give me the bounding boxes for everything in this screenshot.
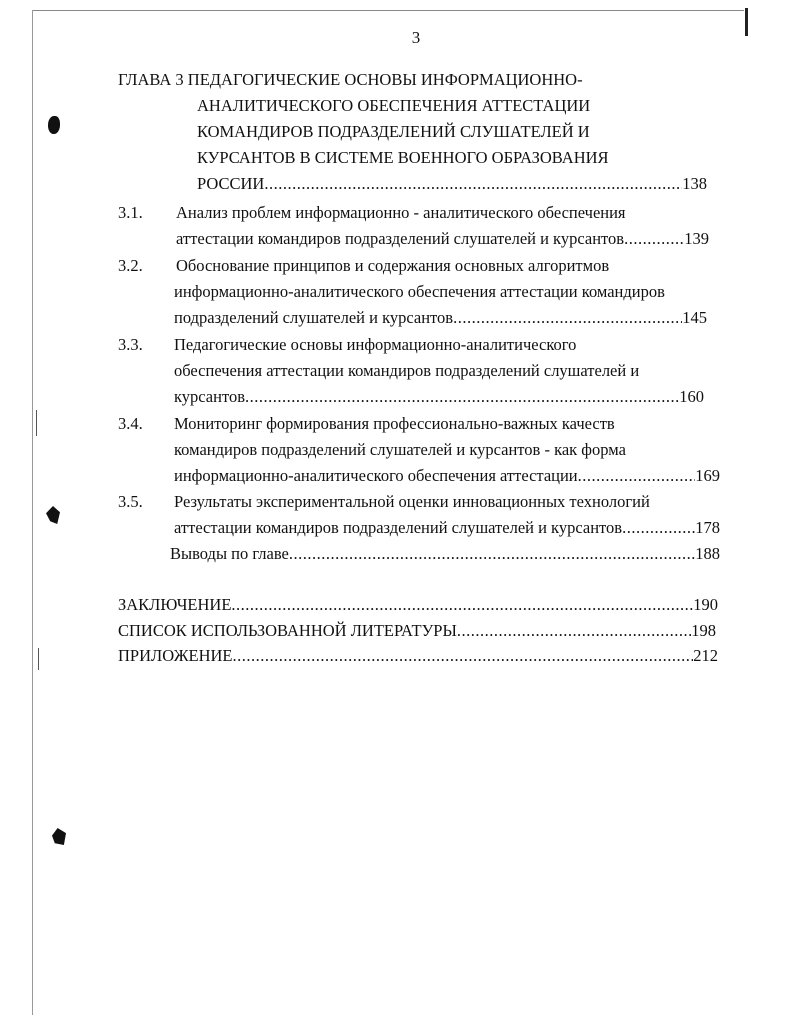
toc-entry-conclusions[interactable] bbox=[170, 544, 720, 564]
back-matter-label: ЗАКЛЮЧЕНИЕ bbox=[118, 595, 232, 614]
dot-leader bbox=[231, 595, 693, 615]
section-title-last-line: аттестации командиров подразделений слушателей и курсантов bbox=[174, 518, 623, 537]
scan-edge-left bbox=[32, 10, 33, 1015]
dot-leader bbox=[457, 621, 691, 641]
section-title-line: обеспечения аттестации командиров подразделений слушателей и bbox=[174, 361, 640, 380]
toc-entry-3-4[interactable] bbox=[174, 466, 720, 486]
page-ref: 198 bbox=[691, 621, 716, 640]
section-title-line: Обоснование принципов и содержания основных алгоритмов bbox=[176, 256, 610, 275]
conclusions-label: Выводы по главе bbox=[170, 544, 289, 563]
scan-edge-top bbox=[32, 10, 744, 11]
toc-entry-3-5[interactable] bbox=[174, 518, 720, 538]
section-number: 3.4. bbox=[118, 414, 143, 433]
page-ref: 169 bbox=[695, 466, 720, 485]
binder-hole-mark bbox=[46, 506, 60, 524]
section-title-line: Анализ проблем информационно - аналитического обеспечения bbox=[176, 203, 626, 222]
dot-leader bbox=[453, 308, 682, 328]
section-number: 3.1. bbox=[118, 203, 143, 222]
chapter-title-last-line: РОССИИ bbox=[197, 174, 265, 193]
toc-entry-bibliography[interactable] bbox=[118, 621, 716, 641]
toc-entry-3-3[interactable] bbox=[174, 387, 704, 407]
back-matter-label: СПИСОК ИСПОЛЬЗОВАННОЙ ЛИТЕРАТУРЫ bbox=[118, 621, 457, 640]
dot-leader bbox=[245, 387, 679, 407]
section-title-last-line: аттестации командиров подразделений слушателей и курсантов bbox=[176, 229, 625, 248]
dot-leader bbox=[232, 646, 693, 666]
section-title-last-line: подразделений слушателей и курсантов bbox=[174, 308, 454, 327]
section-title-line: информационно-аналитического обеспечения аттестации командиров bbox=[174, 282, 665, 301]
section-number: 3.5. bbox=[118, 492, 143, 511]
page-ref: 188 bbox=[695, 544, 720, 563]
binder-hole-mark bbox=[48, 116, 60, 134]
section-number: 3.3. bbox=[118, 335, 143, 354]
back-matter-label: ПРИЛОЖЕНИЕ bbox=[118, 646, 233, 665]
margin-tick bbox=[38, 648, 39, 670]
chapter-title-line: КОМАНДИРОВ ПОДРАЗДЕЛЕНИЙ СЛУШАТЕЛЕЙ И bbox=[197, 122, 590, 141]
chapter-entry[interactable] bbox=[197, 174, 707, 194]
toc-entry-conclusion[interactable] bbox=[118, 595, 718, 615]
chapter-title-line: АНАЛИТИЧЕСКОГО ОБЕСПЕЧЕНИЯ АТТЕСТАЦИИ bbox=[197, 96, 591, 115]
toc-entry-appendix[interactable] bbox=[118, 646, 718, 666]
section-title-line: Результаты экспериментальной оценки инновационных технологий bbox=[174, 492, 650, 511]
page-ref: 145 bbox=[682, 308, 707, 327]
toc-entry-3-2[interactable] bbox=[174, 308, 707, 328]
page-number: 3 bbox=[411, 28, 421, 47]
section-title-line: Мониторинг формирования профессионально-важных качеств bbox=[174, 414, 615, 433]
page-ref: 190 bbox=[693, 595, 718, 614]
section-number: 3.2. bbox=[118, 256, 143, 275]
page-ref: 212 bbox=[693, 646, 718, 665]
page-ref: 160 bbox=[679, 387, 704, 406]
toc-entry-3-1[interactable] bbox=[176, 229, 709, 249]
dot-leader bbox=[578, 466, 696, 486]
section-title-last-line: информационно-аналитического обеспечения аттестации bbox=[174, 466, 578, 485]
dot-leader bbox=[622, 518, 695, 538]
margin-tick bbox=[36, 410, 37, 436]
page-ref: 139 bbox=[684, 229, 709, 248]
dot-leader bbox=[624, 229, 684, 249]
dot-leader bbox=[264, 174, 682, 194]
chapter-title-line: ГЛАВА 3 ПЕДАГОГИЧЕСКИЕ ОСНОВЫ ИНФОРМАЦИОННО- bbox=[118, 70, 583, 89]
dot-leader bbox=[289, 544, 695, 564]
page-ref: 138 bbox=[682, 174, 707, 193]
binder-hole-mark bbox=[52, 828, 66, 845]
section-title-line: командиров подразделений слушателей и курсантов - как форма bbox=[174, 440, 626, 459]
chapter-title-line: КУРСАНТОВ В СИСТЕМЕ ВОЕННОГО ОБРАЗОВАНИЯ bbox=[197, 148, 609, 167]
section-title-line: Педагогические основы информационно-аналитического bbox=[174, 335, 577, 354]
page-ref: 178 bbox=[695, 518, 720, 537]
section-title-last-line: курсантов bbox=[174, 387, 245, 406]
